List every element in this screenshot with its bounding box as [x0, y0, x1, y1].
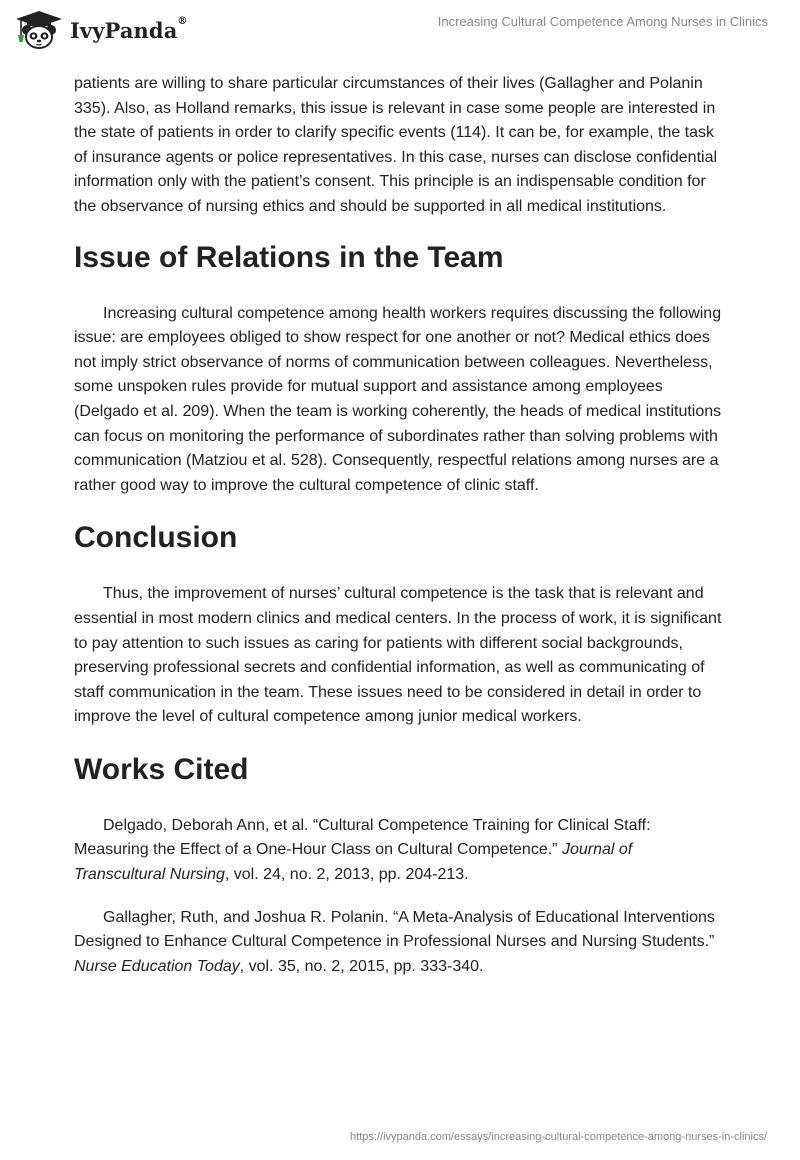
- citation-text: Gallagher, Ruth, and Joshua R. Polanin. “A Meta-Analysis of Educational Interventions Designed to Enhance Cultural Competence in Professional Nurses and Nursing Students.”: [74, 908, 715, 951]
- citation-journal: Nurse Education Today: [74, 957, 240, 975]
- brand-name: IvyPanda®: [70, 15, 188, 43]
- essay-body: [74, 72, 724, 979]
- paragraph-conclusion: Thus, the improvement of nurses’ cultural competence is the task that is relevant and essential in most modern clinics and medical centers. In the process of work, it is significant to pay attention to such issues as caring for patients with different social backgrounds, preserving professional secrets and confidential information, as well as communicating of staff communication in the team. These issues need to be considered in detail in order to improve the level of cultural competence among junior medical workers.: [74, 585, 722, 726]
- heading-works-cited: Works Cited: [74, 752, 249, 786]
- citation-journal: Journal of Transcultural Nursing: [74, 841, 633, 884]
- footer-url[interactable]: https://ivypanda.com/essays/increasing-cultural-competence-among-nurses-in-clinics/: [350, 1131, 767, 1143]
- heading-conclusion: Conclusion: [74, 521, 238, 555]
- paragraph-relations: Increasing cultural competence among health workers requires discussing the following issue: are employees obliged to show respect for one another or not? Medical ethics does not imply strict observance of norms of communication between colleagues. Nevertheless, some unspoken rules provide for mutual support and assistance among employees (Delgado et al. 209). When the team is working coherently, the heads of medical institutions can focus on monitoring the performance of subordinates rather than solving problems with communication (Matziou et al. 528). Consequently, respectful relations among nurses are a rather good way to improve the cultural competence of clinic staff.: [74, 304, 722, 494]
- citation-entry: [74, 906, 724, 980]
- document-title: Increasing Cultural Competence Among Nurses in Clinics: [437, 14, 768, 29]
- panda-graduate-icon: [14, 10, 64, 50]
- page-header: [0, 0, 800, 66]
- citation-details: , vol. 24, no. 2, 2013, pp. 204-213.: [224, 866, 469, 884]
- citation-text: Delgado, Deborah Ann, et al. “Cultural Competence Training for Clinical Staff: Measuring the Effect of a One-Hour Class on Cultural Competence.”: [74, 816, 651, 859]
- citation-details: , vol. 35, no. 2, 2015, pp. 333-340.: [239, 957, 484, 975]
- citation-entry: [74, 814, 724, 888]
- paragraph-continued: patients are willing to share particular circumstances of their lives (Gallagher and Polanin 335). Also, as Holland remarks, this issue is relevant in case some people are interested in the state of patients in order to clarify specific events (114). It can be, for example, the task of insurance agents or police representatives. In this case, nurses can disclose confidential information only with the patient’s consent. This principle is an indispensable condition for the observance of nursing ethics and should be supported in all medical institutions.: [74, 75, 718, 215]
- ivypanda-logo[interactable]: [14, 10, 188, 50]
- heading-relations: Issue of Relations in the Team: [74, 240, 504, 274]
